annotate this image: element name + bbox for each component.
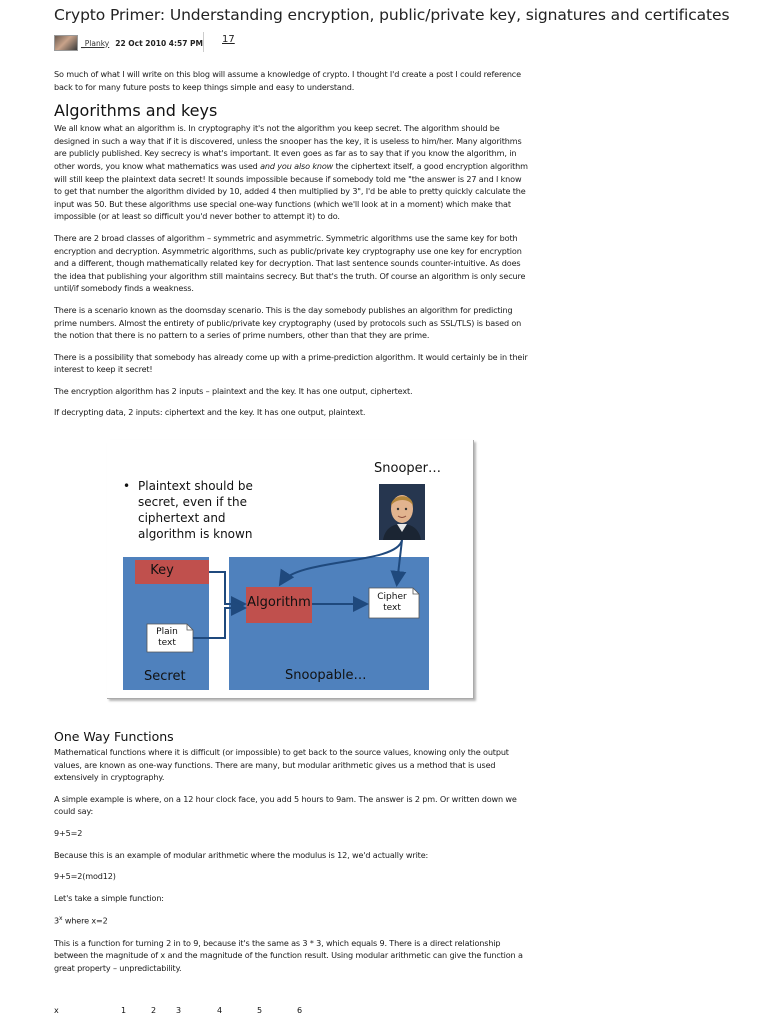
equation: 9+5=2 (54, 827, 83, 838)
table-cell: 5 (257, 1006, 263, 1015)
snoopable-label: Snoopable… (285, 668, 367, 683)
snooper-photo (379, 484, 425, 540)
paragraph: We all know what an algorithm is. In cryptography it's not the algorithm you keep secret. The algorithm should be designed in such a way that if it is discovered, unless the snooper has the key, it is useless to him/her. Many algorithms are publicly published. Key secrecy is what's important. It even goes as far as to say that if you know the algorithm, in other words, you know what mathematics was used and you also know the ciphertext itself, a good encryption algorithm will still keep the plaintext data secret! It sounds impossible because if somebody told me "the answer is 27 and I know to get that number the algorithm divided by 10, added 4 then multiplied by 3", I'd be able to pretty quickly calculate the input was 50. But these algorithms use special one-way functions (which we'll look at in a moment) which make that impossible (or at least so difficult you'd never bother to attempt it) to do. (54, 123, 528, 222)
post-title: Crypto Primer: Understanding encryption, public/private key, signatures and certificates (54, 6, 730, 24)
post-body (54, 68, 529, 428)
values-table-header-row (54, 1006, 354, 1018)
section-heading-algorithms: Algorithms and keys (54, 101, 218, 121)
post-body-continued (54, 729, 529, 983)
section-heading-oneway: One Way Functions (54, 729, 174, 744)
author-link[interactable]: _Planky (81, 38, 110, 48)
paragraph: This is a function for turning 2 in to 9, because it's the same as 3 * 3, which equals 9. There is a direct relationship between the magnitude of x and the magnitude of the function result. Using modular arithmetic can give the function a great property – unpredictability. (54, 937, 523, 973)
paragraph: The encryption algorithm has 2 inputs – plaintext and the key. It has one output, ciphertext. (54, 385, 413, 396)
bullet-dot: • (123, 479, 131, 493)
paragraph: There is a scenario known as the doomsday scenario. This is the day somebody publishes an algorithm for predicting prime numbers. Almost the entirety of public/private key cryptography (used by protocols such as SSL/TLS) is based on the notion that there is no pattern to a series of prime numbers, other than that they are prime. (54, 304, 522, 341)
intro-paragraph: So much of what I will write on this blog will assume a knowledge of crypto. I thought I'd create a post I could reference back to for many future posts to keep things simple and easy to understand. (54, 69, 521, 92)
snooper-label: Snooper… (374, 461, 441, 476)
secret-label: Secret (144, 669, 186, 684)
ciphertext-label: Cipher text (377, 592, 407, 613)
post-meta (54, 34, 203, 52)
paragraph: There are 2 broad classes of algorithm – symmetric and asymmetric. Symmetric algorithms use the same key for both encryption and decryption. Asymmetric algorithms, such as public/private key cryptography use one key for encryption and a different, though mathematically related key for decryption. That last sentence sounds counter-intuitive. As does the idea that publishing your algorithm still maintains secrecy. But that's the truth. Of course an algorithm is only secure until/if somebody finds a weakness. (54, 232, 526, 294)
equation: 9+5=2(mod12) (54, 871, 116, 882)
table-cell: 1 (121, 1006, 127, 1015)
plaintext-label: Plain text (156, 627, 178, 648)
diagram-bullet: • Plaintext should be secret, even if the ciphertext and algorithm is known (123, 479, 253, 541)
meta-divider (203, 32, 204, 52)
table-header-x: x (54, 1006, 59, 1015)
paragraph: There is a possibility that somebody has already come up with a prime-prediction algorithm. It would certainly be in their interest to keep it secret! (54, 351, 528, 375)
paragraph: If decrypting data, 2 inputs: ciphertext and the key. It has one output, plaintext. (54, 407, 366, 418)
author-avatar[interactable] (54, 35, 78, 51)
key-label: Key (150, 563, 174, 578)
equation: 3$^x$ where x=2 (54, 915, 108, 927)
comment-count-link[interactable]: 17 (222, 34, 235, 45)
paragraph: Mathematical functions where it is difficult (or impossible) to get back to the source values, knowing only the output values, are known as one-way functions. There are many, but modular arithmetic gives us a method that is used extensively in cryptography. (54, 747, 509, 783)
table-cell: 2 (151, 1006, 157, 1015)
algorithm-label: Algorithm (247, 595, 311, 610)
table-cell: 6 (297, 1006, 303, 1015)
paragraph: A simple example is where, on a 12 hour clock face, you add 5 hours to 9am. The answer is 2 pm. Or written down we could say: (54, 793, 517, 817)
table-cell: 3 (176, 1006, 182, 1015)
paragraph: Let's take a simple function: (54, 892, 164, 903)
post-date: 22 Oct 2010 4:57 PM (115, 38, 204, 48)
paragraph: Because this is an example of modular arithmetic where the modulus is 12, we'd actually write: (54, 849, 429, 860)
table-cell: 4 (217, 1006, 223, 1015)
encryption-diagram (107, 440, 474, 699)
